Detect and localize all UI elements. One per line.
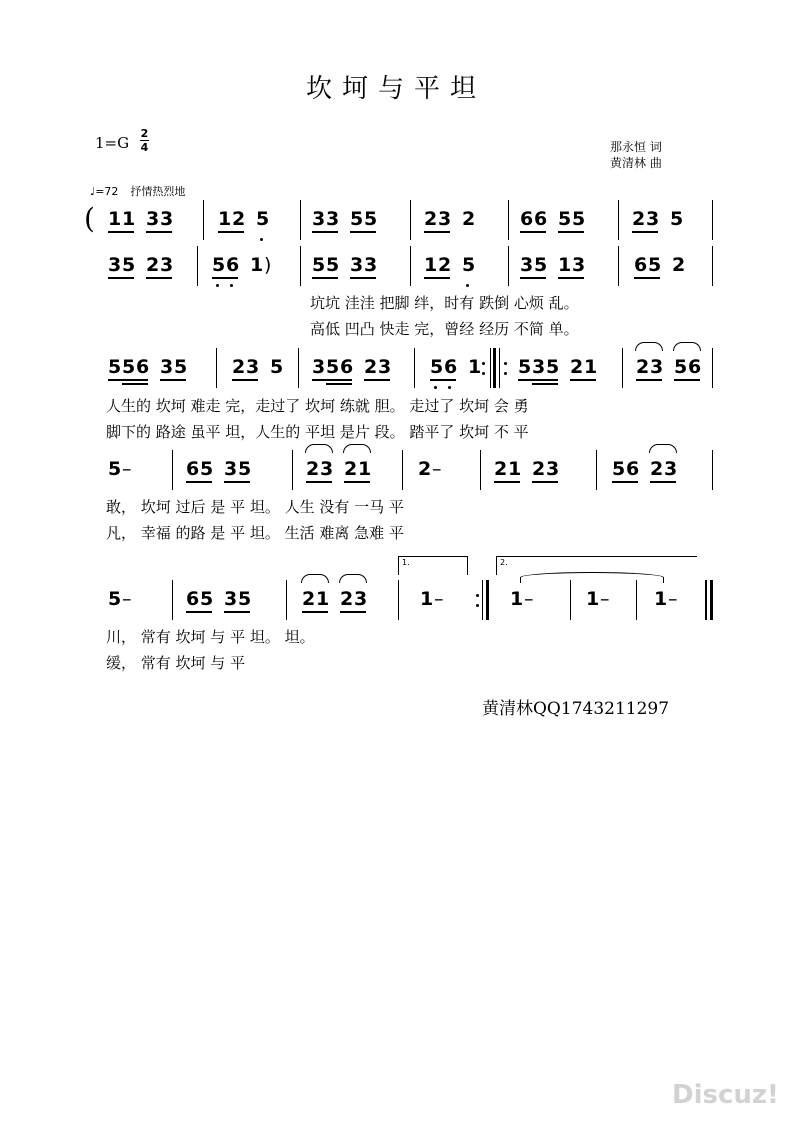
beam-underline <box>520 231 546 233</box>
note: 5 <box>122 254 136 276</box>
barline <box>712 450 713 490</box>
tempo-marking <box>90 183 185 199</box>
composer-credit: 黄清林 曲 <box>610 156 662 170</box>
note: 2 <box>424 208 438 230</box>
note: – <box>432 458 442 480</box>
lyric-line: 高低 凹凸 快走 完，曾经 经历 不简 单。 <box>310 320 579 338</box>
note: – <box>122 588 132 610</box>
note: – <box>524 588 534 610</box>
note: 5 <box>572 208 586 230</box>
note: 3 <box>350 254 364 276</box>
barline <box>298 348 299 388</box>
barline <box>482 580 483 620</box>
note: 3 <box>108 254 122 276</box>
note: 1 <box>108 208 122 230</box>
beam-underline <box>186 481 212 483</box>
note: 6 <box>520 208 534 230</box>
note: 2 <box>302 588 316 610</box>
note: 2 <box>650 458 664 480</box>
note: 2 <box>146 254 160 276</box>
key-signature: 1=G <box>95 134 130 152</box>
note: 5 <box>200 458 214 480</box>
note: 1 <box>654 588 668 610</box>
beam-underline <box>632 231 658 233</box>
note: 3 <box>532 356 546 378</box>
note: 5 <box>546 356 560 378</box>
note: – <box>434 588 444 610</box>
note: 2 <box>418 458 432 480</box>
note: 6 <box>186 458 200 480</box>
note: 2 <box>636 356 650 378</box>
barline <box>203 200 204 240</box>
note: 3 <box>378 356 392 378</box>
note: 6 <box>444 356 458 378</box>
barline <box>705 580 706 620</box>
beam-underline <box>532 481 558 483</box>
beam-underline <box>326 383 352 385</box>
note: 6 <box>626 458 640 480</box>
beam-underline <box>494 481 520 483</box>
note: 3 <box>160 254 174 276</box>
low-octave-dot <box>448 386 451 389</box>
slur <box>343 444 371 453</box>
note: 5 <box>326 356 340 378</box>
note: – <box>122 458 132 480</box>
note: 6 <box>136 356 150 378</box>
note: 3 <box>320 458 334 480</box>
tie <box>520 572 664 583</box>
barline <box>596 450 597 490</box>
note: 5 <box>238 588 252 610</box>
note: 1 <box>468 356 482 378</box>
beam-underline <box>312 277 338 279</box>
barline <box>216 348 217 388</box>
note: 3 <box>438 208 452 230</box>
low-octave-dot <box>434 386 437 389</box>
note: 5 <box>326 254 340 276</box>
note: 2 <box>438 254 452 276</box>
beam-underline <box>350 277 376 279</box>
beam-underline <box>186 611 212 613</box>
barline <box>636 580 637 620</box>
note: 5 <box>558 208 572 230</box>
barline <box>410 246 411 286</box>
beam-underline <box>218 231 244 233</box>
repeat-barline <box>493 348 496 388</box>
note: – <box>668 588 678 610</box>
note: 5 <box>462 254 476 276</box>
note: 5 <box>670 208 684 230</box>
beam-underline <box>634 277 660 279</box>
barline <box>414 348 415 388</box>
barline <box>712 348 713 388</box>
note: 5 <box>518 356 532 378</box>
note: 2 <box>344 458 358 480</box>
tempo-mood: 抒情热烈地 <box>130 185 186 198</box>
beam-underline <box>424 231 450 233</box>
beam-underline <box>344 481 370 483</box>
beam-underline <box>232 379 258 381</box>
note: 5 <box>238 458 252 480</box>
slur <box>649 444 677 453</box>
lyricist-credit: 那永恒 词 <box>610 140 662 154</box>
note: 5 <box>200 588 214 610</box>
barline <box>712 200 713 240</box>
song-title: 坎坷与平坦 <box>305 74 486 104</box>
barline <box>499 348 500 388</box>
beam-underline <box>350 231 376 233</box>
left-paren: ( <box>84 202 95 235</box>
lyric-line: 敢， 坎坷 过后 是 平 坦。 人生 没有 一马 平 <box>106 498 404 516</box>
note: 2 <box>462 208 476 230</box>
lyric-line: 川， 常有 坎坷 与 平 坦。 坦。 <box>106 628 315 646</box>
barline <box>402 450 403 490</box>
barline <box>292 450 293 490</box>
note: 5 <box>350 208 364 230</box>
barline <box>508 246 509 286</box>
note: 3 <box>354 588 368 610</box>
repeat-dot <box>504 362 507 365</box>
beam-underline <box>160 379 186 381</box>
note: 6 <box>534 208 548 230</box>
note: 3 <box>364 254 378 276</box>
beam-underline <box>364 379 390 381</box>
signature: 黄清林QQ1743211297 <box>482 699 670 719</box>
lyric-line: 缓， 常有 坎坷 与 平 <box>106 654 246 672</box>
beam-underline <box>224 611 250 613</box>
repeat-dot <box>504 372 507 375</box>
beam-underline <box>122 383 148 385</box>
beam-underline <box>108 277 134 279</box>
note: 3 <box>224 588 238 610</box>
note: 2 <box>672 254 686 276</box>
beam-underline <box>520 277 546 279</box>
note: 1 <box>424 254 438 276</box>
note: 5 <box>674 356 688 378</box>
note: 2 <box>364 356 378 378</box>
barline <box>622 348 623 388</box>
note: 2 <box>632 208 646 230</box>
beam-underline <box>146 277 172 279</box>
repeat-dot <box>476 594 479 597</box>
beam-underline <box>108 231 134 233</box>
barline <box>712 246 713 286</box>
beam-underline <box>558 277 584 279</box>
beam-underline <box>340 611 366 613</box>
note: 5 <box>430 356 444 378</box>
note: 6 <box>688 356 702 378</box>
barline <box>286 580 287 620</box>
note: 5 <box>256 208 270 230</box>
beam-underline <box>636 379 662 381</box>
note: 5 <box>108 356 122 378</box>
note: 5 <box>122 356 136 378</box>
beam-underline <box>570 379 596 381</box>
note: 1 <box>358 458 372 480</box>
beam-underline <box>108 379 148 381</box>
repeat-barline <box>486 580 489 620</box>
note: 5 <box>534 254 548 276</box>
barline <box>172 580 173 620</box>
barline <box>197 246 198 286</box>
beam-underline <box>306 481 332 483</box>
note: – <box>600 588 610 610</box>
final-barline <box>710 580 713 620</box>
note: 3 <box>572 254 586 276</box>
note: 2 <box>232 356 246 378</box>
barline <box>300 246 301 286</box>
barline <box>706 580 707 620</box>
slur <box>673 342 701 351</box>
beam-underline <box>312 231 338 233</box>
slur <box>635 342 663 351</box>
beam-underline <box>518 379 558 381</box>
note: 1 <box>250 254 264 276</box>
note: 3 <box>520 254 534 276</box>
barline <box>410 200 411 240</box>
note: 5 <box>364 208 378 230</box>
note: 1 <box>218 208 232 230</box>
lyric-line: 凡， 幸福 的路 是 平 坦。 生活 难离 急难 平 <box>106 524 404 542</box>
repeat-dot <box>482 362 485 365</box>
beam-underline <box>430 379 456 381</box>
barline <box>618 246 619 286</box>
note: 5 <box>108 588 122 610</box>
note: 3 <box>312 208 326 230</box>
lyric-line: 坑坑 洼洼 把脚 绊，时有 跌倒 心烦 乱。 <box>310 294 579 312</box>
note: 3 <box>146 208 160 230</box>
note: 2 <box>340 588 354 610</box>
note: ) <box>264 254 272 276</box>
slur <box>339 574 367 583</box>
tempo-bpm: ♩=72 <box>90 185 119 198</box>
note: 1 <box>584 356 598 378</box>
slur <box>305 444 333 453</box>
note: 3 <box>646 208 660 230</box>
low-octave-dot <box>216 284 219 287</box>
note: 3 <box>160 356 174 378</box>
beam-underline <box>212 277 238 279</box>
repeat-dot <box>476 604 479 607</box>
low-octave-dot <box>260 238 263 241</box>
note: 1 <box>586 588 600 610</box>
note: 3 <box>246 356 260 378</box>
repeat-dot <box>482 372 485 375</box>
note: 1 <box>510 588 524 610</box>
note: 5 <box>612 458 626 480</box>
note: 3 <box>664 458 678 480</box>
note: 6 <box>634 254 648 276</box>
note: 3 <box>650 356 664 378</box>
barline <box>570 580 571 620</box>
time-signature: 2 4 <box>140 127 149 154</box>
barline <box>300 200 301 240</box>
beam-underline <box>146 231 172 233</box>
lyric-line: 人生的 坎坷 难走 完，走过了 坎坷 练就 胆。 走过了 坎坷 会 勇 <box>106 397 529 415</box>
note: 2 <box>494 458 508 480</box>
barline <box>172 450 173 490</box>
low-octave-dot <box>466 284 469 287</box>
note: 2 <box>306 458 320 480</box>
volta-second-ending: 2. <box>496 556 697 575</box>
beam-underline <box>674 379 700 381</box>
note: 1 <box>316 588 330 610</box>
note: 5 <box>108 458 122 480</box>
note: 5 <box>270 356 284 378</box>
note: 3 <box>546 458 560 480</box>
beam-underline <box>312 379 352 381</box>
note: 6 <box>226 254 240 276</box>
note: 1 <box>420 588 434 610</box>
barline <box>508 200 509 240</box>
note: 5 <box>212 254 226 276</box>
note: 3 <box>326 208 340 230</box>
note: 6 <box>186 588 200 610</box>
beam-underline <box>302 611 328 613</box>
beam-underline <box>224 481 250 483</box>
beam-underline <box>424 277 450 279</box>
barline <box>480 450 481 490</box>
note: 3 <box>312 356 326 378</box>
note: 2 <box>570 356 584 378</box>
barline <box>490 348 491 388</box>
beam-underline <box>612 481 638 483</box>
note: 2 <box>232 208 246 230</box>
low-octave-dot <box>230 284 233 287</box>
note: 1 <box>558 254 572 276</box>
watermark: Discuz! <box>672 1080 779 1110</box>
beam-underline <box>558 231 584 233</box>
note: 1 <box>508 458 522 480</box>
note: 2 <box>532 458 546 480</box>
note: 1 <box>122 208 136 230</box>
beam-underline <box>650 481 676 483</box>
barline <box>398 580 399 620</box>
slur <box>301 574 329 583</box>
note: 5 <box>648 254 662 276</box>
beam-underline <box>532 383 558 385</box>
note: 5 <box>174 356 188 378</box>
volta-first-ending: 1. <box>398 556 468 575</box>
barline <box>618 200 619 240</box>
note: 3 <box>160 208 174 230</box>
lyric-line: 脚下的 路途 虽平 坦，人生的 平坦 是片 段。 踏平了 坎坷 不 平 <box>106 423 529 441</box>
note: 3 <box>224 458 238 480</box>
note: 6 <box>340 356 354 378</box>
note: 5 <box>312 254 326 276</box>
